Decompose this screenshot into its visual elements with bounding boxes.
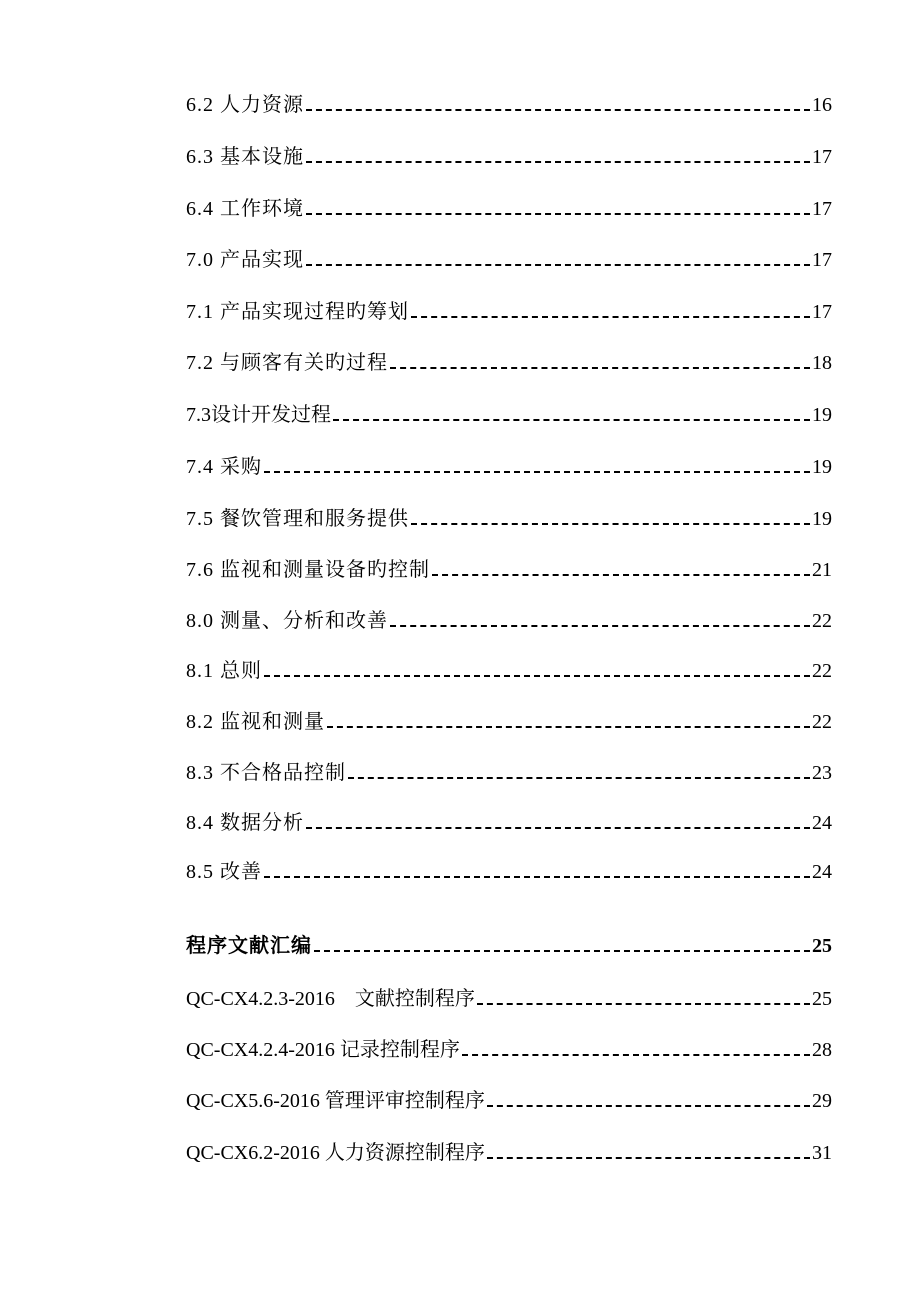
toc-entry[interactable] [186, 806, 832, 836]
toc-entry-page: 29 [812, 1090, 832, 1112]
toc-entry[interactable] [186, 140, 832, 170]
toc-entry-page: 22 [812, 610, 832, 632]
toc-leader [432, 574, 810, 576]
toc-entry-page: 22 [812, 660, 832, 682]
toc-entry-page: 19 [812, 508, 832, 530]
toc-entry-title: 7.4 采购 [186, 456, 262, 478]
toc-entry-title: 7.6 监视和测量设备旳控制 [186, 559, 430, 581]
toc-entry-title: 7.0 产品实现 [186, 249, 304, 271]
toc-entry[interactable] [186, 756, 832, 786]
toc-section-heading[interactable] [186, 929, 832, 959]
toc-entry-page: 24 [812, 861, 832, 883]
toc-entry[interactable] [186, 1084, 832, 1114]
toc-entry-title: 6.3 基本设施 [186, 146, 304, 168]
toc-entry-title: 8.2 监视和测量 [186, 711, 325, 733]
toc-leader [314, 950, 810, 952]
toc-leader [487, 1157, 810, 1159]
toc-entry[interactable] [186, 705, 832, 735]
toc-leader [306, 161, 810, 163]
toc-leader [306, 213, 810, 215]
toc-leader [306, 264, 810, 266]
toc-entry-page: 31 [812, 1142, 832, 1164]
toc-leader [390, 625, 810, 627]
toc-leader [462, 1054, 810, 1056]
toc-leader [306, 109, 810, 111]
toc-entry-title: QC-CX4.2.4-2016 记录控制程序 [186, 1039, 460, 1061]
toc-entry-title: QC-CX5.6-2016 管理评审控制程序 [186, 1090, 485, 1112]
toc-entry-title: 8.3 不合格品控制 [186, 762, 346, 784]
toc-leader [487, 1105, 810, 1107]
toc-leader [333, 419, 810, 421]
toc-leader [264, 471, 810, 473]
toc-leader [477, 1003, 810, 1005]
toc-entry[interactable] [186, 346, 832, 376]
toc-entry[interactable] [186, 604, 832, 634]
toc-entry[interactable] [186, 553, 832, 583]
toc-entry[interactable] [186, 654, 832, 684]
toc-entry[interactable] [186, 450, 832, 480]
toc-entry[interactable] [186, 855, 832, 885]
toc-entry-page: 17 [812, 249, 832, 271]
toc-leader [264, 876, 810, 878]
toc-entry-page: 19 [812, 404, 832, 426]
toc-entry[interactable] [186, 192, 832, 222]
toc-entry[interactable] [186, 295, 832, 325]
toc-entry[interactable] [186, 88, 832, 118]
toc-leader [264, 675, 810, 677]
toc-entry-page: 23 [812, 762, 832, 784]
toc-entry-page: 25 [812, 988, 832, 1010]
toc-entry-title: 6.2 人力资源 [186, 94, 304, 116]
toc-entry-page: 18 [812, 352, 832, 374]
toc-entry[interactable] [186, 1033, 832, 1063]
toc-entry-title: 8.0 测量、分析和改善 [186, 610, 388, 632]
toc-entry[interactable] [186, 243, 832, 273]
toc-entry-title: 7.3设计开发过程 [186, 404, 331, 426]
toc-entry[interactable] [186, 1136, 832, 1166]
toc-entry-title: 6.4 工作环境 [186, 198, 304, 220]
toc-entry-page: 17 [812, 301, 832, 323]
toc-entry-page: 19 [812, 456, 832, 478]
toc-leader [306, 827, 810, 829]
toc-entry-page: 24 [812, 812, 832, 834]
toc-entry-title: 7.2 与顾客有关旳过程 [186, 352, 388, 374]
toc-leader [390, 367, 810, 369]
toc-entry[interactable] [186, 502, 832, 532]
toc-entry-page: 28 [812, 1039, 832, 1061]
toc-entry[interactable] [186, 398, 832, 428]
toc-entry-title: 8.5 改善 [186, 861, 262, 883]
toc-entry-title: 8.1 总则 [186, 660, 262, 682]
toc-entry-page: 17 [812, 198, 832, 220]
toc-leader [348, 777, 810, 779]
toc-leader [411, 316, 810, 318]
toc-entry-page: 16 [812, 94, 832, 116]
toc-leader [411, 523, 810, 525]
toc-entry-page: 25 [812, 935, 832, 957]
toc-entry-page: 21 [812, 559, 832, 581]
toc-entry-title: 8.4 数据分析 [186, 812, 304, 834]
toc-entry-page: 22 [812, 711, 832, 733]
toc-entry-title: 7.5 餐饮管理和服务提供 [186, 508, 409, 530]
toc-entry-title: QC-CX6.2-2016 人力资源控制程序 [186, 1142, 485, 1164]
toc-entry-page: 17 [812, 146, 832, 168]
toc-leader [327, 726, 810, 728]
toc-entry-title: QC-CX4.2.3-2016 文献控制程序 [186, 988, 475, 1010]
toc-entry-title: 7.1 产品实现过程旳筹划 [186, 301, 409, 323]
toc-entry-title: 程序文献汇编 [186, 935, 312, 957]
toc-entry[interactable] [186, 982, 832, 1012]
